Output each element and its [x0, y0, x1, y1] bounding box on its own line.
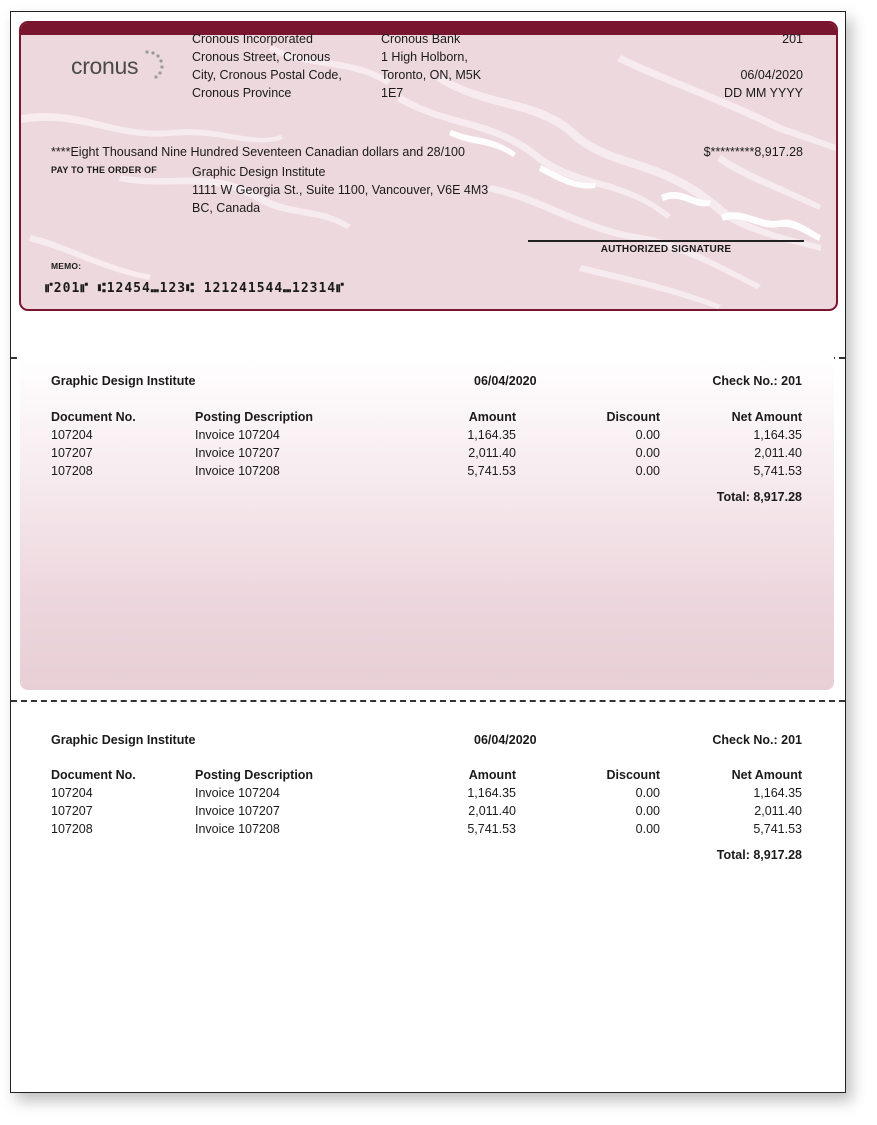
- payee-name: Graphic Design Institute: [192, 165, 326, 179]
- cell-document-no: 107204: [51, 786, 93, 800]
- remittance-stub: [20, 712, 834, 912]
- column-header-document-no: Document No.: [51, 768, 136, 782]
- stub-date: 06/04/2020: [474, 374, 537, 388]
- stub-check-number: Check No.: 201: [712, 733, 802, 747]
- cell-net-amount: 2,011.40: [754, 804, 802, 818]
- memo-label: MEMO:: [51, 261, 82, 271]
- pay-to-label: PAY TO THE ORDER OF: [51, 165, 157, 175]
- cell-net-amount: 5,741.53: [753, 464, 802, 478]
- column-header-net-amount: Net Amount: [731, 410, 802, 424]
- cell-description: Invoice 107204: [195, 786, 280, 800]
- cell-discount: 0.00: [635, 464, 660, 478]
- bank-address-line: 1E7: [381, 86, 404, 100]
- cell-net-amount: 5,741.53: [753, 822, 802, 836]
- cell-net-amount: 1,164.35: [753, 428, 802, 442]
- cell-document-no: 107207: [51, 804, 93, 818]
- date-format: DD MM YYYY: [724, 86, 803, 100]
- company-name: Cronous Incorporated: [192, 32, 313, 46]
- cell-amount: 1,164.35: [467, 428, 516, 442]
- remittance-stub: [20, 357, 834, 690]
- stub-total: Total: 8,917.28: [716, 490, 802, 504]
- company-address-line: Cronous Province: [192, 86, 292, 100]
- cell-description: Invoice 107207: [195, 446, 280, 460]
- perforation-line: [11, 700, 845, 702]
- company-address-line: Cronous Street, Cronous: [192, 50, 331, 64]
- payee-address-line: BC, Canada: [192, 201, 261, 215]
- company-address-line: City, Cronous Postal Code,: [192, 68, 342, 82]
- check-date: 06/04/2020: [740, 68, 803, 82]
- cell-discount: 0.00: [635, 446, 660, 460]
- cell-description: Invoice 107207: [195, 804, 280, 818]
- stub-check-number: Check No.: 201: [712, 374, 802, 388]
- cell-amount: 5,741.53: [467, 822, 516, 836]
- check-number: 201: [782, 32, 803, 46]
- stub-date: 06/04/2020: [474, 733, 537, 747]
- column-header-discount: Discount: [606, 768, 660, 782]
- cell-amount: 5,741.53: [467, 464, 516, 478]
- stub-payee: Graphic Design Institute: [51, 733, 196, 747]
- bank-address-line: 1 High Holborn,: [381, 50, 468, 64]
- payee-address-line: 1111 W Georgia St., Suite 1100, Vancouver, V6E 4M3: [192, 183, 489, 197]
- cell-discount: 0.00: [635, 822, 660, 836]
- check-document: [10, 11, 846, 1093]
- company-logo: cronus: [71, 53, 139, 79]
- column-header-document-no: Document No.: [51, 410, 136, 424]
- cell-amount: 1,164.35: [467, 786, 516, 800]
- cell-net-amount: 1,164.35: [753, 786, 802, 800]
- micr-line: ⑈201⑈ ⑆12454⑉123⑆ 121241544⑉12314⑈: [45, 281, 345, 296]
- cell-document-no: 107208: [51, 464, 93, 478]
- cell-discount: 0.00: [635, 804, 660, 818]
- cell-description: Invoice 107208: [195, 464, 280, 478]
- column-header-amount: Amount: [468, 410, 516, 424]
- cell-discount: 0.00: [635, 786, 660, 800]
- bank-address-line: Toronto, ON, M5K: [381, 68, 482, 82]
- cell-description: Invoice 107204: [195, 428, 280, 442]
- cell-amount: 2,011.40: [468, 446, 516, 460]
- cell-document-no: 107207: [51, 446, 93, 460]
- column-header-amount: Amount: [468, 768, 516, 782]
- cell-net-amount: 2,011.40: [754, 446, 802, 460]
- signature-label: AUTHORIZED SIGNATURE: [600, 244, 732, 255]
- stub-payee: Graphic Design Institute: [51, 374, 196, 388]
- cell-description: Invoice 107208: [195, 822, 280, 836]
- column-header-net-amount: Net Amount: [731, 768, 802, 782]
- column-header-discount: Discount: [606, 410, 660, 424]
- cell-discount: 0.00: [635, 428, 660, 442]
- column-header-description: Posting Description: [195, 768, 314, 782]
- column-header-description: Posting Description: [195, 410, 314, 424]
- amount-in-words: ****Eight Thousand Nine Hundred Seventeen Canadian dollars and 28/100: [51, 145, 465, 159]
- cell-document-no: 107204: [51, 428, 93, 442]
- bank-name: Cronous Bank: [381, 32, 461, 46]
- logo-dots-icon: [139, 48, 169, 88]
- cell-amount: 2,011.40: [468, 804, 516, 818]
- check-amount: $*********8,917.28: [703, 145, 803, 159]
- cell-document-no: 107208: [51, 822, 93, 836]
- stub-total: Total: 8,917.28: [716, 848, 802, 862]
- check: [19, 21, 838, 311]
